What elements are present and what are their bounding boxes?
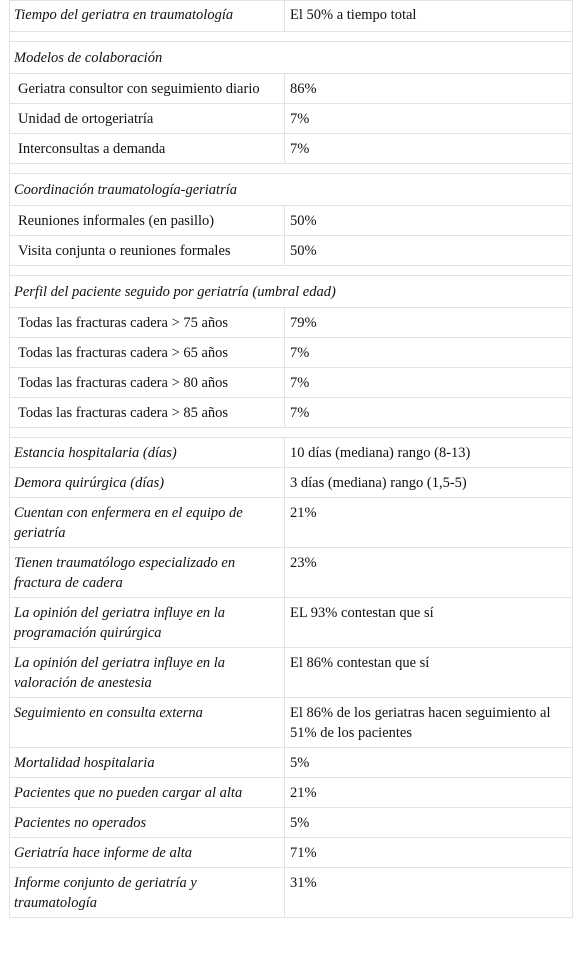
table-row — [10, 598, 573, 648]
row-value: 7% — [285, 134, 573, 164]
survey-results-table — [9, 0, 573, 918]
row-value: 7% — [285, 398, 573, 428]
row-label: Todas las fracturas cadera > 80 años — [10, 368, 285, 398]
row-label: Cuentan con enfermera en el equipo de geriatría — [10, 498, 285, 548]
row-label: Estancia hospitalaria (días) — [10, 438, 285, 468]
table-row — [10, 398, 573, 428]
table-row — [10, 648, 573, 698]
table-row — [10, 468, 573, 498]
row-value: 5% — [285, 808, 573, 838]
section-header-row — [10, 276, 573, 308]
row-label: Geriatra consultor con seguimiento diario — [10, 74, 285, 104]
row-value: 31% — [285, 868, 573, 918]
table-row — [10, 868, 573, 918]
row-label: Visita conjunta o reuniones formales — [10, 236, 285, 266]
row-label: Geriatría hace informe de alta — [10, 838, 285, 868]
row-value: 10 días (mediana) rango (8-13) — [285, 438, 573, 468]
row-value: 23% — [285, 548, 573, 598]
spacer-row — [10, 164, 573, 174]
row-value: EL 93% contestan que sí — [285, 598, 573, 648]
spacer-row — [10, 266, 573, 276]
row-label: La opinión del geriatra influye en la programación quirúrgica — [10, 598, 285, 648]
table-row — [10, 698, 573, 748]
table-row — [10, 74, 573, 104]
table-row — [10, 236, 573, 266]
row-value: 7% — [285, 104, 573, 134]
row-label: Todas las fracturas cadera > 65 años — [10, 338, 285, 368]
table-row — [10, 1, 573, 32]
row-label: Tiempo del geriatra en traumatología — [10, 1, 285, 32]
table-row — [10, 308, 573, 338]
row-label: Mortalidad hospitalaria — [10, 748, 285, 778]
row-label: Pacientes que no pueden cargar al alta — [10, 778, 285, 808]
spacer-row — [10, 428, 573, 438]
section-header-row — [10, 174, 573, 206]
row-label: Seguimiento en consulta externa — [10, 698, 285, 748]
table-row — [10, 438, 573, 468]
row-label: Demora quirúrgica (días) — [10, 468, 285, 498]
row-label: Informe conjunto de geriatría y traumatología — [10, 868, 285, 918]
table-row — [10, 338, 573, 368]
table-row — [10, 134, 573, 164]
row-label: Interconsultas a demanda — [10, 134, 285, 164]
section-title: Modelos de colaboración — [10, 42, 573, 74]
row-value: 21% — [285, 778, 573, 808]
row-value: 7% — [285, 368, 573, 398]
row-value: 71% — [285, 838, 573, 868]
table-row — [10, 778, 573, 808]
row-value: 86% — [285, 74, 573, 104]
table-row — [10, 748, 573, 778]
row-value: 50% — [285, 236, 573, 266]
table-row — [10, 104, 573, 134]
section-title: Coordinación traumatología-geriatría — [10, 174, 573, 206]
row-label: Pacientes no operados — [10, 808, 285, 838]
section-title: Perfil del paciente seguido por geriatría (umbral edad) — [10, 276, 573, 308]
spacer-row — [10, 32, 573, 42]
row-value: 3 días (mediana) rango (1,5-5) — [285, 468, 573, 498]
table-row — [10, 838, 573, 868]
row-label: Reuniones informales (en pasillo) — [10, 206, 285, 236]
row-value: 79% — [285, 308, 573, 338]
row-label: La opinión del geriatra influye en la valoración de anestesia — [10, 648, 285, 698]
row-value: 7% — [285, 338, 573, 368]
row-value: El 50% a tiempo total — [285, 1, 573, 32]
row-label: Todas las fracturas cadera > 85 años — [10, 398, 285, 428]
table-row — [10, 206, 573, 236]
table-row — [10, 368, 573, 398]
row-value: 5% — [285, 748, 573, 778]
row-value: 50% — [285, 206, 573, 236]
table-row — [10, 498, 573, 548]
table-row — [10, 808, 573, 838]
section-header-row — [10, 42, 573, 74]
row-value: 21% — [285, 498, 573, 548]
row-label: Tienen traumatólogo especializado en fractura de cadera — [10, 548, 285, 598]
row-value: El 86% de los geriatras hacen seguimiento al 51% de los pacientes — [285, 698, 573, 748]
row-label: Unidad de ortogeriatría — [10, 104, 285, 134]
row-label: Todas las fracturas cadera > 75 años — [10, 308, 285, 338]
row-value: El 86% contestan que sí — [285, 648, 573, 698]
table-row — [10, 548, 573, 598]
